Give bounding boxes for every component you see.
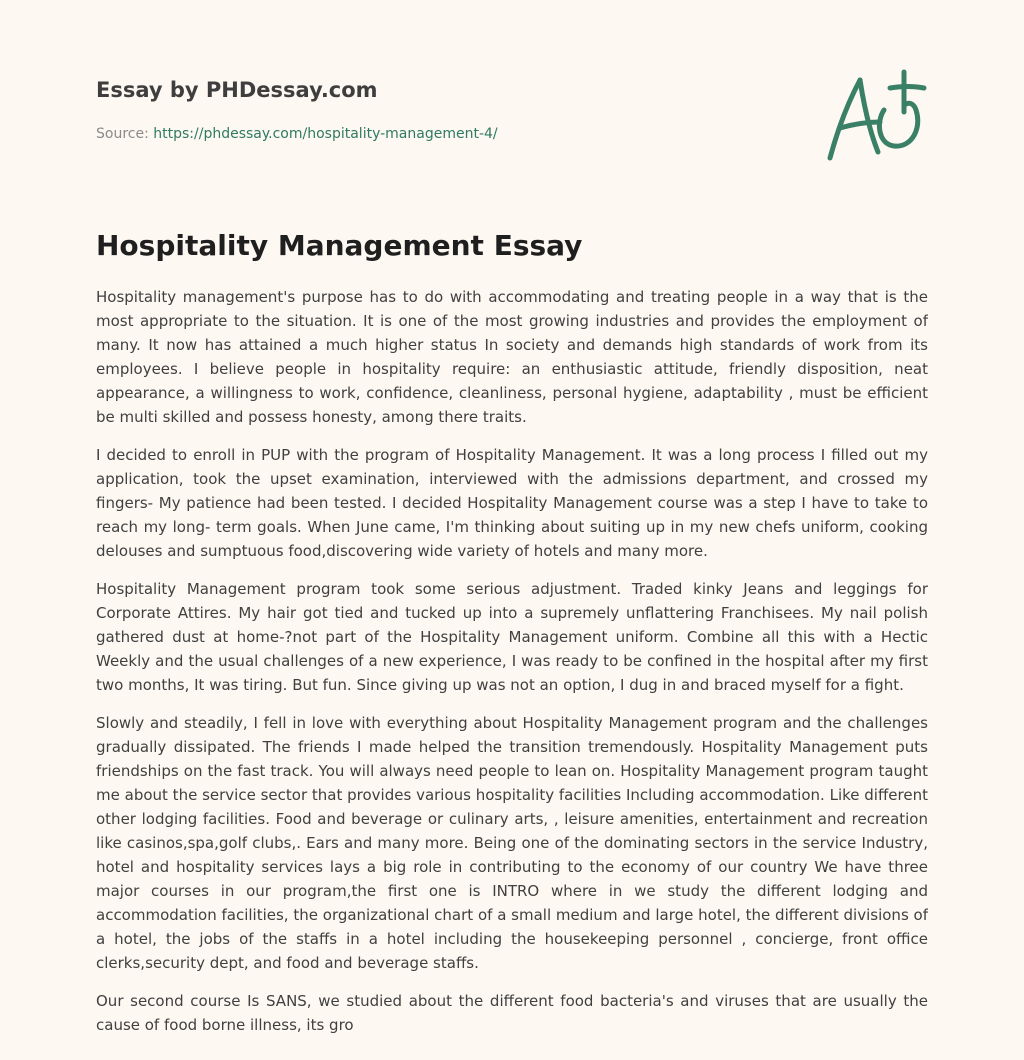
paragraph: Hospitality management's purpose has to do with accommodating and treating people in a way that is the most appropriate to the situation. It is one of the most growing industries and provides the employment of many. It now has attained a much higher status In society and demands high standards of work from its employees. I believe people in hospitality require: an enthusiastic attitude, friendly disposition, neat appearance, a willingness to work, confidence, cleanliness, personal hygiene, adaptability , must be efficient be multi skilled and possess honesty, among there traits. — [96, 288, 928, 426]
paragraph: Slowly and steadily, I fell in love with everything about Hospitality Management program and the challenges gradually dissipated. The friends I made helped the transition tremendously. Hospitality Management puts friendships on the fast track. You will always need people to lean on. Hospitality Management program taught me about the service sector that provides various hospitality facilities Including accommodation. Like different other lodging facilities. Food and beverage or culinary arts, , leisure amenities, entertainment and recreation like casinos,spa,golf clubs,. Ears and many more. Being one of the dominating sectors in the service Industry, hotel and hospitality services lays a big role in contributing to the economy of our country We have three major courses in our program,the first one is INTRO where in we study the different lodging and accommodation facilities, the organizational chart of a small medium and large hotel, the different divisions of a hotel, the jobs of the staffs in a hotel including the housekeeping personnel , concierge, front office clerks,security dept, and food and beverage staffs. — [96, 714, 928, 972]
source-link[interactable]: https://phdessay.com/hospitality-management-4/ — [153, 126, 498, 142]
source-line — [96, 124, 796, 144]
paragraph: Our second course Is SANS, we studied about the different food bacteria's and viruses that are usually the cause of food borne illness, its gro — [96, 992, 928, 1034]
paragraph: I decided to enroll in PUP with the program of Hospitality Management. It was a long process I filled out my application, took the upset examination, interviewed with the admissions department, and crossed my fingers- My patience had been tested. I decided Hospitality Management course was a step I have to take to reach my long- term goals. When June came, I'm thinking about suiting up in my new chefs uniform, cooking delouses and sumptuous food,discovering wide variety of hotels and many more. — [96, 446, 928, 560]
source-label: Source: — [96, 126, 149, 142]
paragraph: Hospitality Management program took some serious adjustment. Traded kinky Jeans and leggings for Corporate Attires. My hair got tied and tucked up into a supremely unflattering Franchisees. My nail polish gathered dust at home-?not part of the Hospitality Management uniform. Combine all this with a Hectic Weekly and the usual challenges of a new experience, I was ready to be confined in the hospital after my first two months, It was tiring. But fun. Since giving up was not an option, I dug in and braced myself for a fight. — [96, 580, 928, 694]
site-header — [96, 76, 796, 144]
essay-title: Hospitality Management Essay — [96, 229, 583, 262]
site-brand: Essay by PHDessay.com — [96, 78, 378, 102]
essay-body — [96, 285, 928, 1060]
a-plus-logo-icon — [818, 66, 930, 166]
